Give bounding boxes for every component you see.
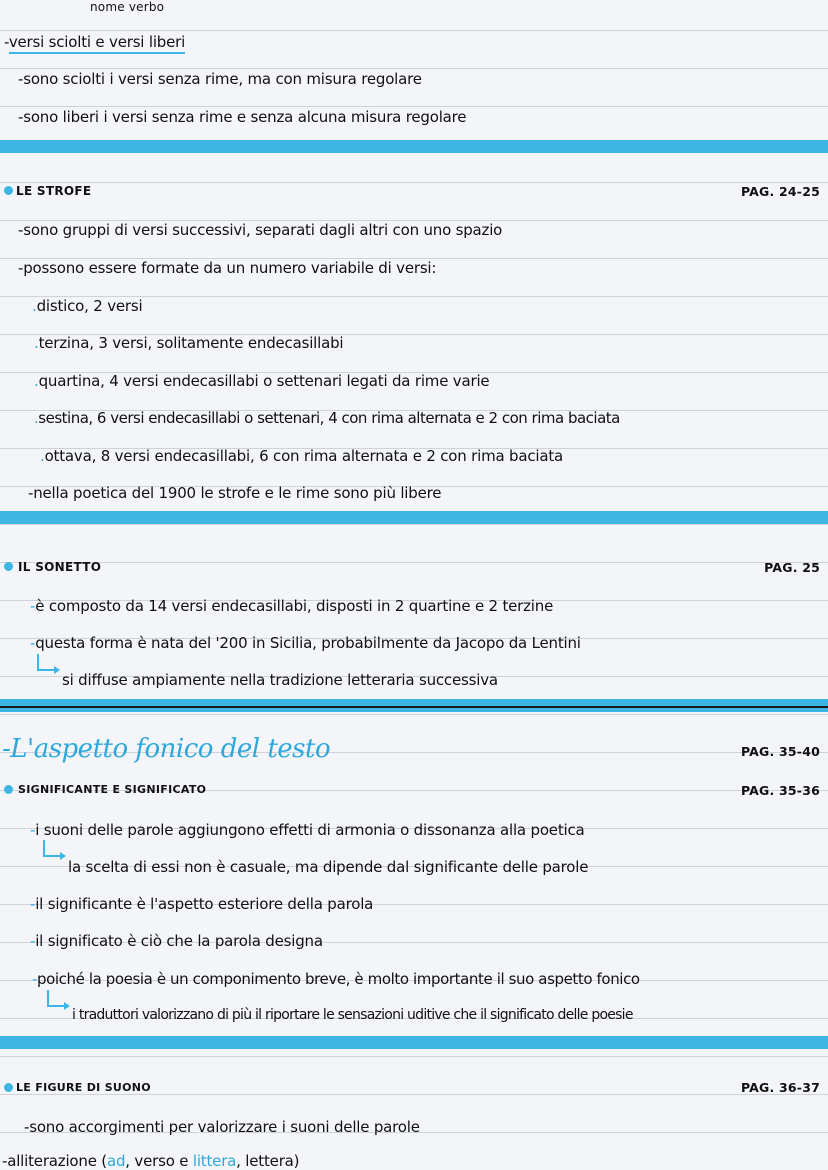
sub-list-item-text: ottava, 8 versi endecasillabi, 6 con rima alternata e 2 con rima baciata xyxy=(44,447,564,465)
page-ref-strofe: PAG. 24-25 xyxy=(740,184,820,199)
sub-list-item: .terzina, 3 versi, solitamente endecasillabi xyxy=(34,334,344,352)
list-item: -alliterazione (ad, verso e littera, lettera) xyxy=(2,1152,300,1170)
list-item: -possono essere formate da un numero variabile di versi: xyxy=(18,259,437,277)
highlight-word: littera xyxy=(192,1152,237,1170)
nome-verbo-label: nome verbo xyxy=(90,0,165,14)
list-item-text: , verso e xyxy=(125,1152,193,1170)
sub-list-item: i traduttori valorizzano di più il riportare le sensazioni uditive che il significato delle poesie xyxy=(72,1007,633,1023)
sub-list-item: .distico, 2 versi xyxy=(32,297,143,315)
list-item-text: è composto da 14 versi endecasillabi, disposti in 2 quartine e 2 terzine xyxy=(35,597,554,615)
chapter-title: -L'aspetto fonico del testo xyxy=(2,734,331,764)
list-item-text: , lettera) xyxy=(236,1152,300,1170)
sub-list-item: la scelta di essi non è casuale, ma dipende dal significante delle parole xyxy=(68,858,589,876)
section-heading-figure: LE FIGURE DI SUONO xyxy=(16,1081,151,1094)
list-item: -il significato è ciò che la parola designa xyxy=(30,932,323,950)
sub-list-item: si diffuse ampiamente nella tradizione letteraria successiva xyxy=(62,671,498,689)
list-item-text: questa forma è nata del '200 in Sicilia, probabilmente da Jacopo da Lentini xyxy=(35,634,581,652)
list-item-text: sono accorgimenti per valorizzare i suoni delle parole xyxy=(29,1118,420,1136)
section-heading-strofe: LE STROFE xyxy=(16,184,92,198)
list-item: -sono accorgimenti per valorizzare i suoni delle parole xyxy=(24,1118,420,1136)
list-item: -nella poetica del 1900 le strofe e le rime sono più libere xyxy=(28,484,442,502)
section-heading-sonetto: IL SONETTO xyxy=(18,560,102,574)
sub-list-item-text: terzina, 3 versi, solitamente endecasillabi xyxy=(38,334,344,352)
highlight-word: ad xyxy=(106,1152,126,1170)
list-item-text: nella poetica del 1900 le strofe e le rime sono più libere xyxy=(33,484,442,502)
list-item: -poiché la poesia è un componimento breve, è molto importante il suo aspetto fonico xyxy=(32,970,640,988)
bullet-dot-icon xyxy=(4,562,13,571)
list-item-text: i suoni delle parole aggiungono effetti di armonia o dissonanza alla poetica xyxy=(35,821,585,839)
chapter-divider-line xyxy=(0,706,828,708)
list-item-text: il significato è ciò che la parola designa xyxy=(35,932,323,950)
bullet-dot-icon xyxy=(4,186,13,195)
section-heading-significante: SIGNIFICANTE E SIGNIFICATO xyxy=(18,783,207,796)
page-ref-figure: PAG. 36-37 xyxy=(740,1080,820,1095)
list-item: -questa forma è nata del '200 in Sicilia, probabilmente da Jacopo da Lentini xyxy=(30,634,581,652)
sub-arrow-icon xyxy=(34,652,64,678)
page-ref-sonetto: PAG. 25 xyxy=(764,560,820,575)
list-item-text: sono liberi i versi senza rime e senza alcuna misura regolare xyxy=(23,108,467,126)
sub-list-item: .quartina, 4 versi endecasillabi o settenari legati da rime varie xyxy=(34,372,490,390)
page-ref-chapter: PAG. 35-40 xyxy=(740,744,820,759)
sub-list-item: .sestina, 6 versi endecasillabi o settenari, 4 con rima alternata e 2 con rima baciata xyxy=(34,409,620,427)
bullet-dot-icon xyxy=(4,1083,13,1092)
list-item: -il significante è l'aspetto esteriore della parola xyxy=(30,895,374,913)
sub-list-item-text: sestina, 6 versi endecasillabi o settenari, 4 con rima alternata e 2 con rima baciata xyxy=(38,409,620,427)
list-item-text: il significante è l'aspetto esteriore della parola xyxy=(35,895,374,913)
bullet-dot-icon xyxy=(4,785,13,794)
list-item-text: sono sciolti i versi senza rime, ma con misura regolare xyxy=(23,70,422,88)
sub-arrow-icon xyxy=(40,838,70,864)
section-divider-bar xyxy=(0,1036,828,1049)
list-item-text: possono essere formate da un numero variabile di versi: xyxy=(23,259,437,277)
list-item: -è composto da 14 versi endecasillabi, disposti in 2 quartine e 2 terzine xyxy=(30,597,554,615)
sub-arrow-icon xyxy=(44,988,74,1014)
page-ref-significante: PAG. 35-36 xyxy=(740,783,820,798)
list-item: -sono sciolti i versi senza rime, ma con misura regolare xyxy=(18,70,422,88)
section-divider-bar xyxy=(0,511,828,524)
list-item-text: poiché la poesia è un componimento breve, è molto importante il suo aspetto fonico xyxy=(37,970,640,988)
sub-list-item: .ottava, 8 versi endecasillabi, 6 con rima alternata e 2 con rima baciata xyxy=(40,447,564,465)
list-item: -sono liberi i versi senza rime e senza alcuna misura regolare xyxy=(18,108,467,126)
heading-versi-sciolti-text: versi sciolti e versi liberi xyxy=(9,33,185,54)
sub-list-item-text: quartina, 4 versi endecasillabi o settenari legati da rime varie xyxy=(38,372,490,390)
list-item-text: alliterazione ( xyxy=(7,1152,107,1170)
list-item: -i suoni delle parole aggiungono effetti di armonia o dissonanza alla poetica xyxy=(30,821,585,839)
heading-versi-sciolti: -versi sciolti e versi liberi xyxy=(4,33,185,51)
list-item-text: sono gruppi di versi successivi, separati dagli altri con uno spazio xyxy=(23,221,503,239)
list-item: -sono gruppi di versi successivi, separati dagli altri con uno spazio xyxy=(18,221,503,239)
section-divider-bar xyxy=(0,140,828,153)
sub-list-item-text: distico, 2 versi xyxy=(36,297,143,315)
